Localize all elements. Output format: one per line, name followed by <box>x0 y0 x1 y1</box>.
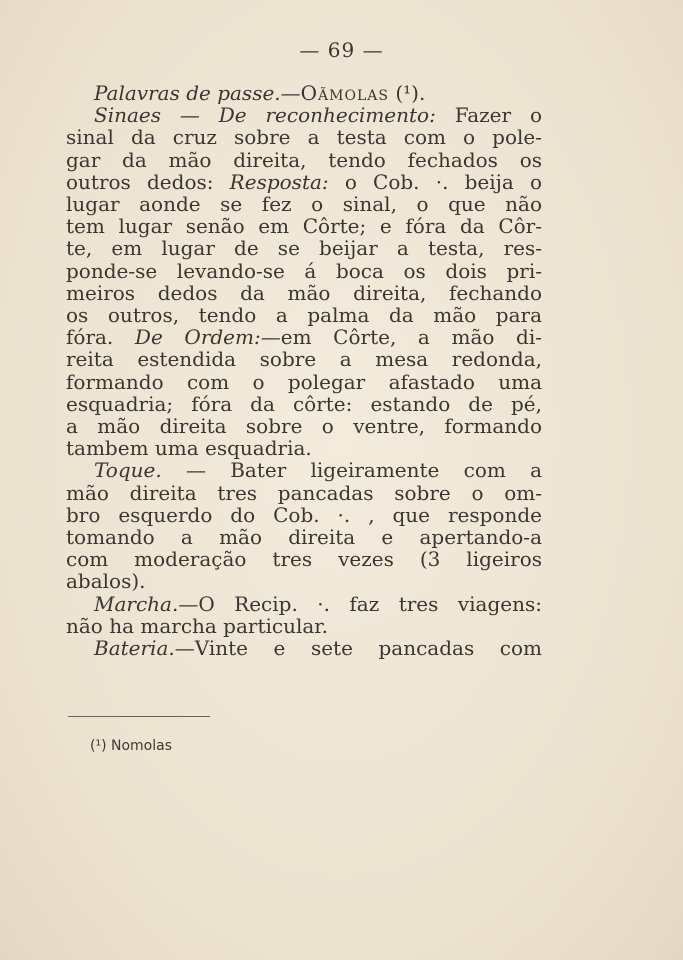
footnote-ref: (¹). <box>388 81 426 105</box>
march-label: Marcha. <box>94 591 179 616</box>
text-fragment: —O Recip. ·. faz tres viagens: <box>178 591 542 616</box>
text-line: bro esquerdo do Cob. ·. , que responde <box>66 502 542 527</box>
passwords-heading <box>66 82 542 104</box>
text-line: formando com o polegar afastado uma <box>66 369 542 394</box>
order-label: De Ordem: <box>134 325 261 350</box>
text-line <box>66 637 542 659</box>
battery-label: Bateria. <box>94 636 175 661</box>
text-line <box>66 171 542 193</box>
text-fragment: — Bater ligeiramente com a <box>161 458 542 483</box>
text-line: gar da mão direita, tendo fechados os <box>66 147 542 172</box>
text-line: meiros dedos da mão direita, fechando <box>66 280 542 305</box>
text-fragment: —em Côrte, a mão di- <box>260 325 542 350</box>
text-line: tomando a mão direita e apertando-a <box>66 525 542 550</box>
text-line: com moderação tres vezes (3 ligeiros <box>66 547 542 572</box>
text-line: te, em lugar de se beijar a testa, res- <box>66 236 542 261</box>
text-line: a mão direita sobre o ventre, formando <box>66 414 542 439</box>
footnote-rule <box>68 716 210 717</box>
touch-label: Toque. <box>94 458 162 483</box>
signs-label: Sinaes — De reconhecimento: <box>94 103 436 128</box>
text-line: esquadria; fóra da côrte: estando de pé, <box>66 391 542 416</box>
text-fragment: —Vinte e sete pancadas com <box>174 636 542 661</box>
text-line: reita estendida sobre a mesa redonda, <box>66 347 542 372</box>
text-line: mão direita tres pancadas sobre o om- <box>66 480 542 505</box>
password-word: Oãmolas <box>300 81 389 105</box>
text-line <box>66 593 542 615</box>
text-fragment: Fazer o <box>435 103 542 128</box>
text-fragment: fóra. <box>66 325 135 350</box>
text-line <box>66 459 542 481</box>
page-number: — 69 — <box>299 38 384 62</box>
text-line: tem lugar senão em Côrte; e fóra da Côr- <box>66 214 542 239</box>
text-line: os outros, tendo a palma da mão para <box>66 303 542 328</box>
text-line: não ha marcha particular. <box>66 613 329 638</box>
text-line: abalos). <box>66 569 146 594</box>
passwords-label: Palavras de passe. <box>94 81 281 105</box>
text-line: lugar aonde se fez o sinal, o que não <box>66 192 542 217</box>
dash: — <box>280 81 301 105</box>
footnote: (¹) Nomolas <box>90 738 172 754</box>
text-line: sinal da cruz sobre a testa com o pole- <box>66 125 542 150</box>
text-line <box>66 104 542 126</box>
response-label: Resposta: <box>229 169 329 194</box>
text-fragment: outros dedos: <box>66 169 230 194</box>
text-fragment: o Cob. ·. beija o <box>328 169 542 194</box>
text-line: ponde-se levando-se á boca os dois pri- <box>66 258 542 283</box>
body-text <box>66 82 542 659</box>
text-line <box>66 326 542 348</box>
text-line: tambem uma esquadria. <box>66 436 312 461</box>
